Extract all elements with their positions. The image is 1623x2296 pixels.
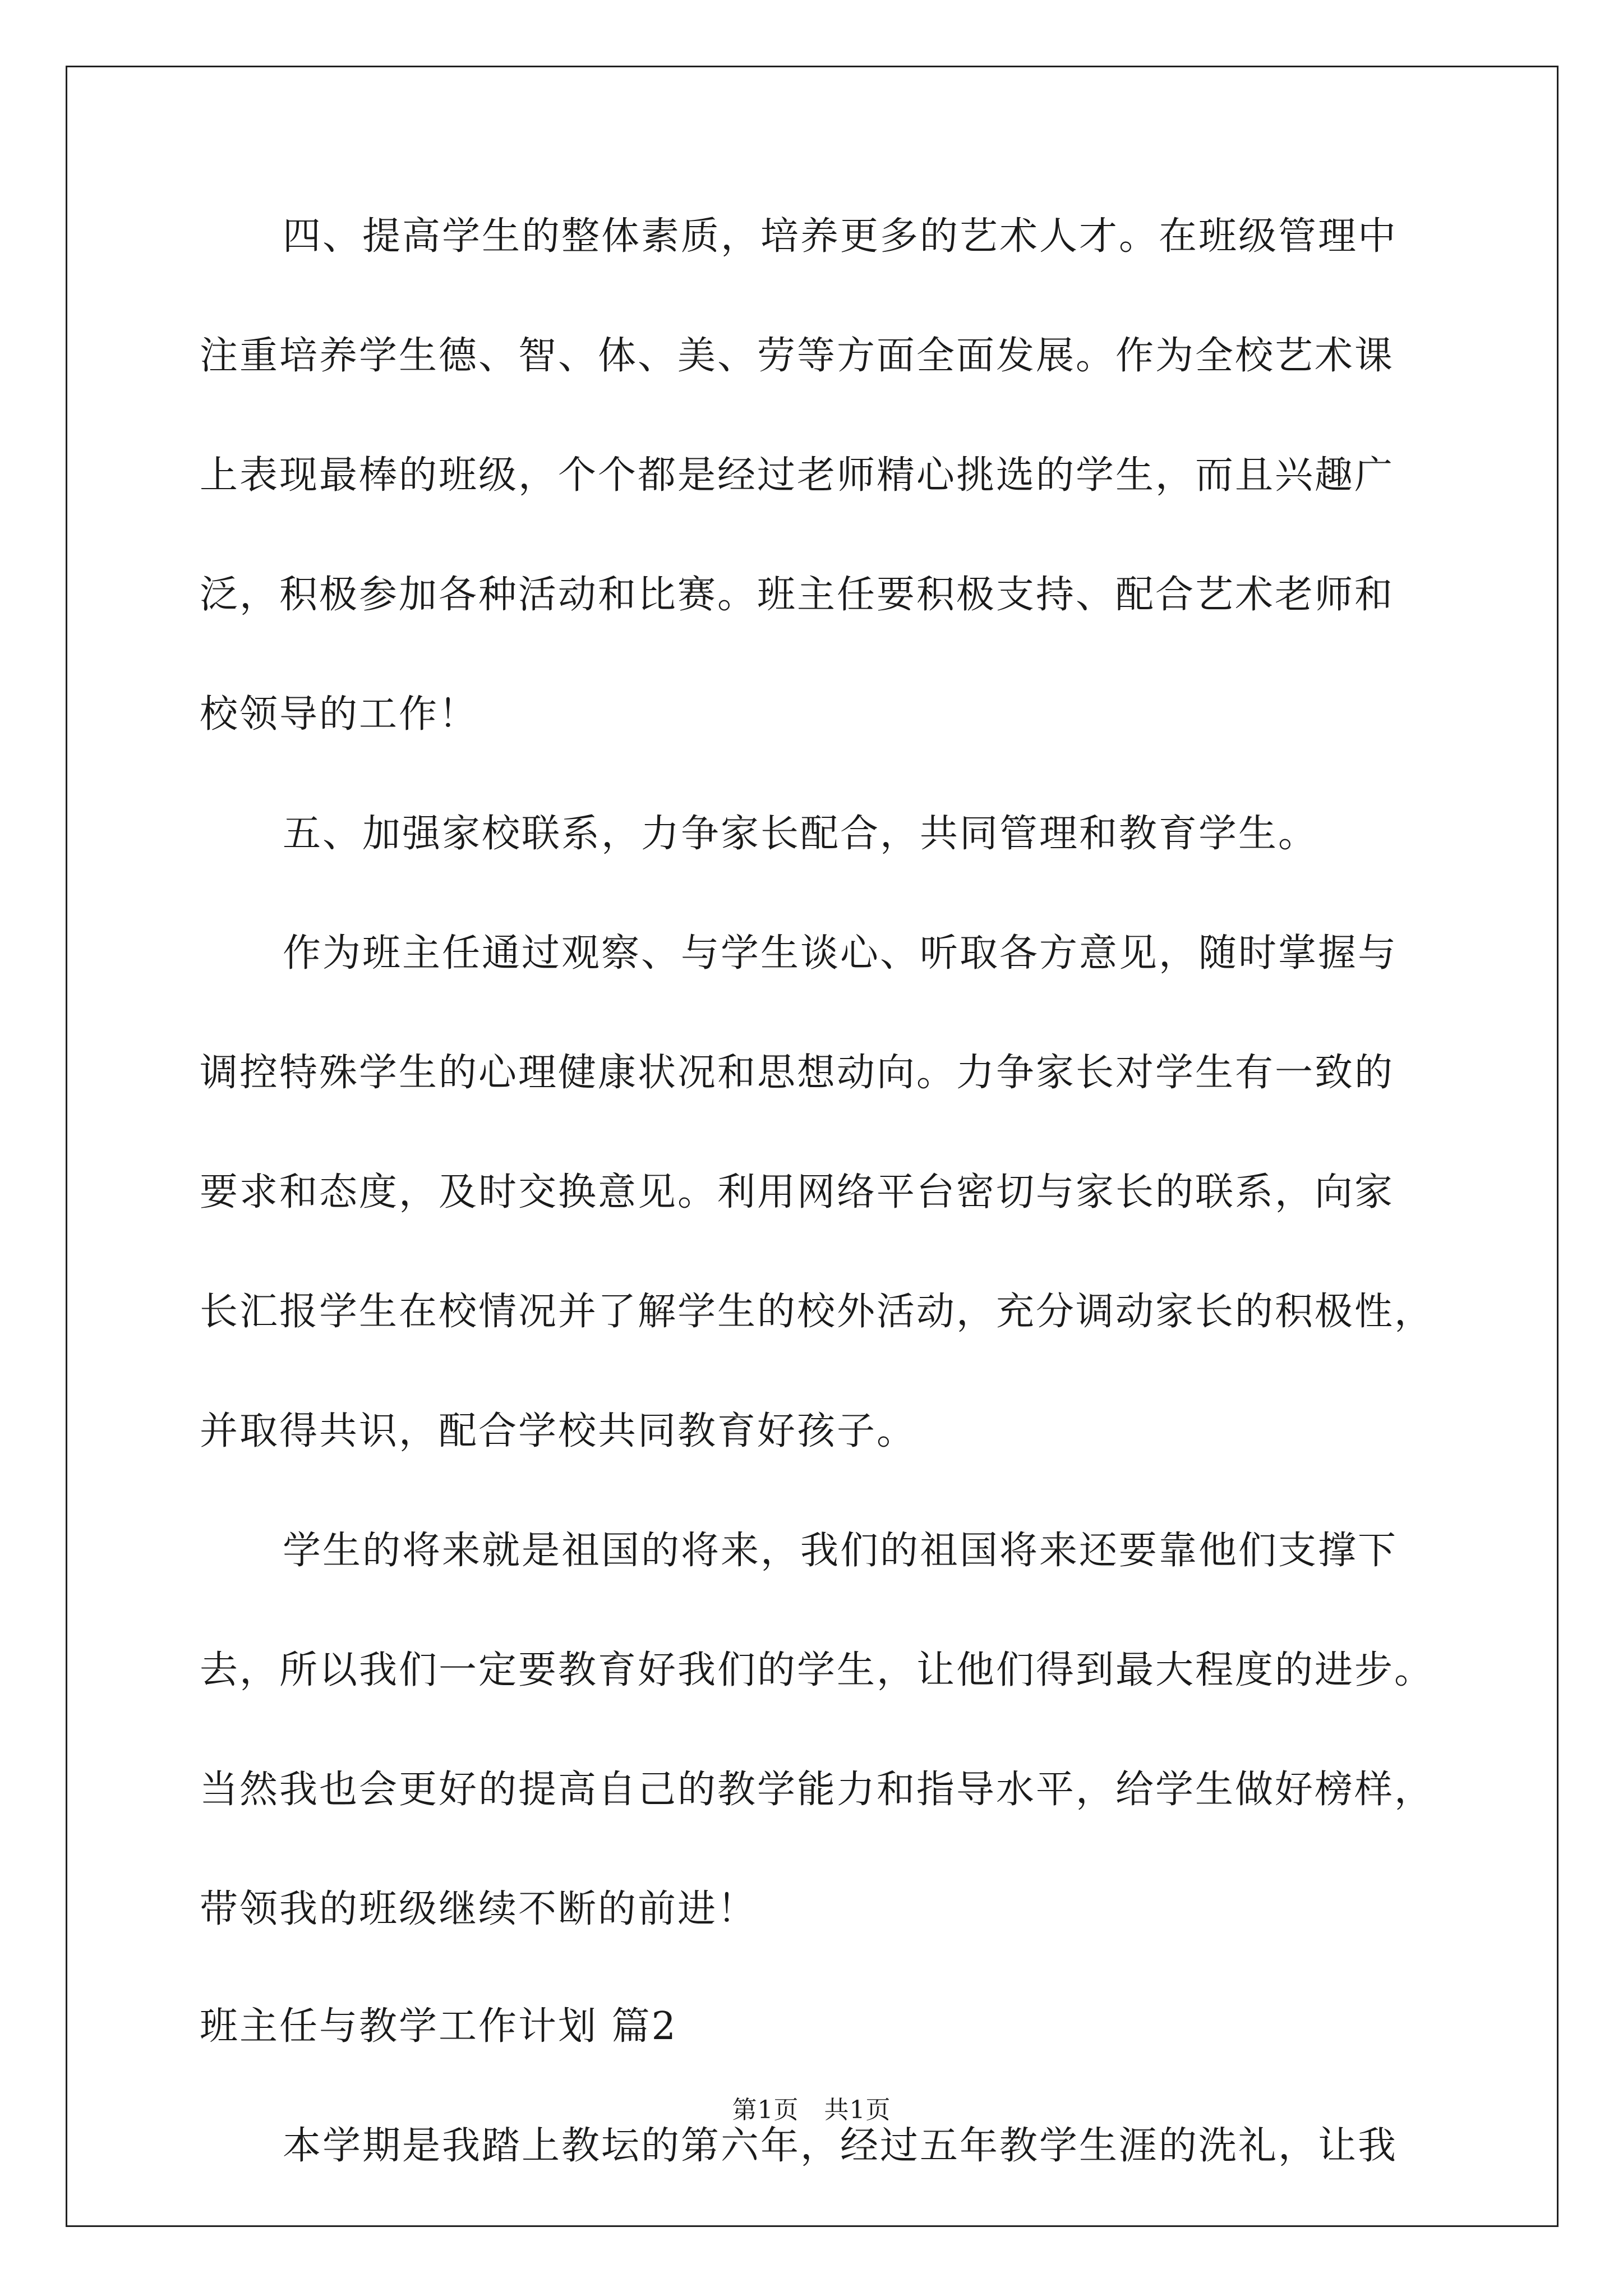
text-line: 校领导的工作！ [200,692,479,737]
text-line: 五、加强家校联系，力争家长配合，共同管理和教育学生。 [283,812,1318,856]
text-line: 本学期是我踏上教坛的第六年，经过五年教学生涯的洗礼，让我 [283,2124,1398,2168]
text-line: 上表现最棒的班级，个个都是经过老师精心挑选的学生，而且兴趣广 [200,453,1395,498]
text-line: 长汇报学生在校情况并了解学生的校外活动，充分调动家长的积极性， [200,1290,1435,1334]
text-line: 调控特殊学生的心理健康状况和思想动向。力争家长对学生有一致的 [200,1051,1395,1095]
section-heading: 班主任与教学工作计划 篇2 [200,2004,677,2049]
text-line: 作为班主任通过观察、与学生谈心、听取各方意见，随时掌握与 [283,931,1398,976]
text-line: 去，所以我们一定要教育好我们的学生，让他们得到最大程度的进步。 [200,1648,1435,1692]
text-line: 并取得共识，配合学校共同教育好孩子。 [200,1409,917,1453]
text-line: 当然我也会更好的提高自己的教学能力和指导水平，给学生做好榜样， [200,1768,1435,1812]
text-line: 注重培养学生德、智、体、美、劳等方面全面发展。作为全校艺术课 [200,334,1395,378]
text-line: 要求和态度，及时交换意见。利用网络平台密切与家长的联系，向家 [200,1170,1395,1214]
document-body [200,209,1463,2238]
page-footer: 第1页 共1页 [732,2096,891,2124]
text-line: 学生的将来就是祖国的将来，我们的祖国将来还要靠他们支撑下 [283,1529,1398,1573]
text-line: 泛，积极参加各种活动和比赛。班主任要积极支持、配合艺术老师和 [200,573,1395,617]
text-line: 四、提高学生的整体素质，培养更多的艺术人才。在班级管理中 [283,214,1398,259]
text-line: 带领我的班级继续不断的前进！ [200,1887,758,1931]
